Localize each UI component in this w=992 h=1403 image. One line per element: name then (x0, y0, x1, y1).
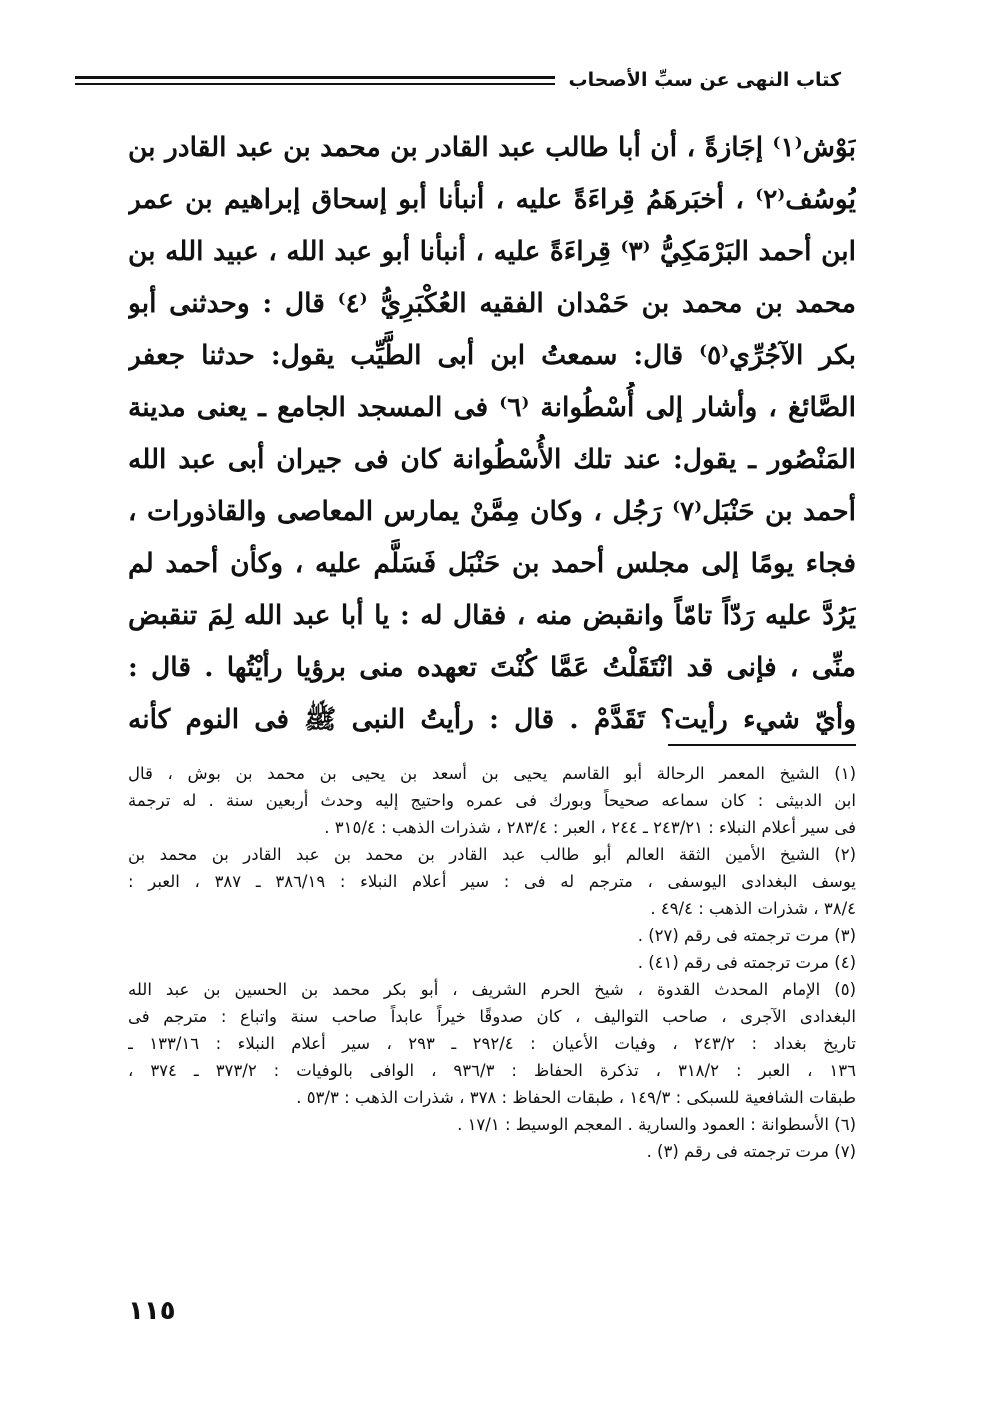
header-rule (75, 76, 555, 85)
footnote-line: ابن الدبيثى : كان سماعه صحيحاً وبورك فى عمره واحتيج إليه وحدث أربعين سنة . له ترجمة (128, 791, 856, 810)
footnote-line: البغدادى الآجرى ، صاحب التواليف ، كان صدوقًا خيراً عابداً صاحب سنة واتباع : مترجم فى (128, 1007, 856, 1026)
text-line: فجاء يومًا إلى مجلس أحمد بن حَنْبَل فَسَلَّم عليه ، وكأن أحمد لم (128, 548, 856, 579)
footnote-line: (٥) الإمام المحدث القدوة ، شيخ الحرم الشريف ، أبو بكر محمد بن الحسين بن عبد الله (128, 980, 856, 999)
text-line: منِّى ، فإنى قد انْتَقَلْتُ عَمَّا كُنْتَ تعهده منى برؤيا رأيْتُها . قال : (128, 652, 856, 683)
footnote-line: (٣) مرت ترجمته فى رقم (٢٧) . (637, 926, 856, 945)
footnote-separator (668, 744, 856, 746)
footnote-line: ٣٨/٤ ، شذرات الذهب : ٤٩/٤ . (650, 899, 856, 918)
text-line: محمد بن محمد بن حَمْدان الفقيه العُكْبَرِيُّ ⁽٤⁾ قال : وحدثنى أبو (128, 288, 856, 319)
footnote-line: فى سير أعلام النبلاء : ٢٤٣/٢١ ـ ٢٤٤ ، العبر : ٢٨٣/٤ ، شذرات الذهب : ٣١٥/٤ . (324, 818, 856, 837)
footnote-line: (٦) الأسطوانة : العمود والسارية . المعجم الوسيط : ١٧/١ . (457, 1115, 856, 1134)
page-number: ١١٥ (128, 1296, 176, 1326)
footnote-line: ١٣٦ ، العبر : ٣١٨/٢ ، تذكرة الحفاظ : ٩٣٦/٣ ، الوافى بالوفيات : ٣٧٣/٢ ـ ٣٧٤ ، (128, 1061, 856, 1080)
footnote-line: يوسف البغدادى اليوسفى ، مترجم له فى : سير أعلام النبلاء : ٣٨٦/١٩ ـ ٣٨٧ ، العبر : (128, 872, 856, 891)
book-title: كتاب النهى عن سبِّ الأصحاب (568, 69, 841, 91)
text-line: أحمد بن حَنْبَل⁽٧⁾ رَجُل ، وكان مِمَّنْ يمارس المعاصى والقاذورات ، (128, 496, 856, 527)
main-text (128, 122, 856, 746)
text-line: يَرُدَّ عليه رَدّاً تامّاً وانقبض منه ، فقال له : يا أبا عبد الله لِمَ تنقبض (128, 600, 856, 631)
text-line: الصَّائغ ، وأشار إلى أُسْطُوانة ⁽٦⁾ فى المسجد الجامع ـ يعنى مدينة (128, 392, 856, 423)
text-line: بَوْش⁽١⁾ إجَازةً ، أن أبا طالب عبد القادر بن محمد بن عبد القادر بن (128, 132, 856, 163)
text-line: يُوسُف⁽٢⁾ ، أخبَرهَمُ قِراءَةً عليه ، أنبأنا أبو إسحاق إبراهيم بن عمر (128, 184, 856, 215)
running-header (75, 60, 855, 100)
footnote-line: طبقات الشافعية للسبكى : ١٤٩/٣ ، طبقات الحفاظ : ٣٧٨ ، شذرات الذهب : ٥٣/٣ . (296, 1088, 856, 1107)
footnote-line: (١) الشيخ المعمر الرحالة أبو القاسم يحيى بن أسعد بن يحيى بن محمد بن بوش ، قال (128, 764, 856, 783)
text-line: المَنْصُور ـ يقول: عند تلك الأُسْطُوانة كان فى جيران أبى عبد الله (128, 444, 856, 475)
footnote-line: تاريخ بغداد : ٢٤٣/٢ ، وفيات الأعيان : ٢٩٢/٤ ـ ٢٩٣ ، سير أعلام النبلاء : ١٣٣/١٦ ـ (128, 1034, 856, 1053)
footnote-line: (٤) مرت ترجمته فى رقم (٤١) . (637, 953, 856, 972)
footnotes (128, 760, 856, 1165)
footnote-line: (٧) مرت ترجمته فى رقم (٣) . (646, 1142, 856, 1161)
text-line: ابن أحمد البَرْمَكِيُّ ⁽٣⁾ قِراءَةً عليه ، أنبأنا أبو عبد الله ، عبيد الله بن (128, 236, 856, 267)
footnote-line: (٢) الشيخ الأمين الثقة العالم أبو طالب عبد القادر بن محمد بن عبد القادر بن محمد بن (128, 845, 856, 864)
text-line: وأيّ شيء رأيت؟ تَقَدَّمْ . قال : رأيتُ النبى ﷺ فى النوم كأنه (128, 704, 856, 735)
text-line: بكر الآجُرِّي⁽٥⁾ قال: سمعتُ ابن أبى الطَّيِّب يقول: حدثنا جعفر (128, 340, 856, 371)
